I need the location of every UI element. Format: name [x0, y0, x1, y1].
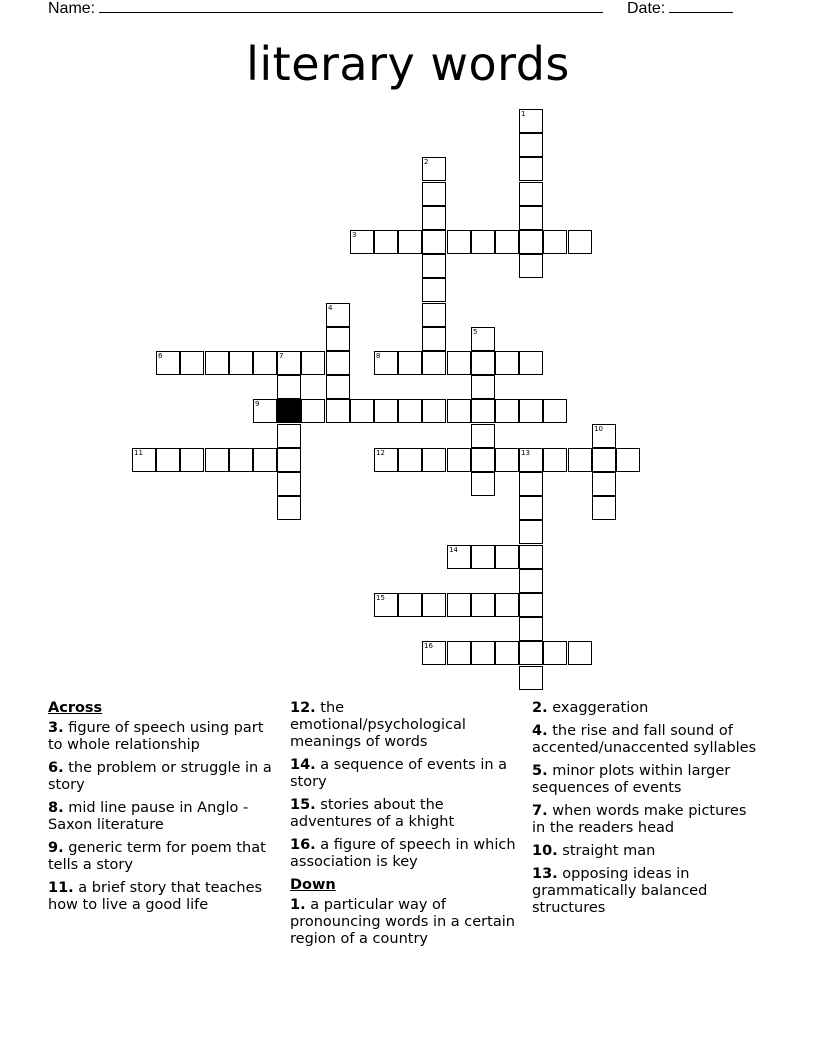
grid-cell[interactable] — [422, 182, 446, 206]
grid-cell[interactable] — [326, 351, 350, 375]
grid-cell[interactable] — [471, 351, 495, 375]
clue-number: 16. — [290, 837, 316, 853]
grid-cell[interactable] — [519, 666, 543, 690]
cell-number: 8 — [376, 352, 381, 360]
grid-cell[interactable] — [277, 424, 301, 448]
grid-cell[interactable] — [277, 472, 301, 496]
clue-across-9 — [48, 840, 276, 874]
grid-cell[interactable] — [277, 496, 301, 520]
clue-across-16 — [290, 837, 518, 871]
grid-cell[interactable] — [495, 593, 519, 617]
cell-number: 7 — [279, 352, 284, 360]
cell-number: 1 — [521, 110, 526, 118]
grid-cell[interactable] — [253, 448, 277, 472]
grid-cell[interactable] — [374, 230, 398, 254]
grid-cell[interactable] — [447, 230, 471, 254]
grid-cell[interactable] — [180, 448, 204, 472]
grid-cell[interactable] — [422, 254, 446, 278]
grid-cell[interactable] — [374, 593, 398, 617]
cell-number: 14 — [449, 546, 458, 554]
clue-text: mid line pause in Anglo - Saxon literature — [48, 800, 249, 833]
clue-number: 12. — [290, 700, 316, 716]
grid-cell[interactable] — [519, 182, 543, 206]
grid-cell[interactable] — [205, 351, 229, 375]
grid-cell[interactable] — [398, 593, 422, 617]
grid-cell[interactable] — [422, 399, 446, 423]
grid-cell[interactable] — [495, 448, 519, 472]
clue-across-12 — [290, 700, 518, 751]
grid-cell[interactable] — [495, 545, 519, 569]
grid-cell[interactable] — [471, 641, 495, 665]
clue-text: a figure of speech in which association is key — [290, 837, 516, 870]
page-title: literary words — [246, 37, 570, 91]
grid-cell[interactable] — [519, 399, 543, 423]
grid-cell[interactable] — [301, 351, 325, 375]
grid-cell[interactable] — [277, 375, 301, 399]
grid-cell[interactable] — [326, 399, 350, 423]
clue-text: stories about the adventures of a khight — [290, 797, 455, 830]
grid-cell[interactable] — [471, 327, 495, 351]
grid-cell[interactable] — [156, 351, 180, 375]
grid-cell[interactable] — [519, 230, 543, 254]
grid-cell[interactable] — [471, 545, 495, 569]
grid-cell[interactable] — [519, 157, 543, 181]
cell-number: 10 — [594, 425, 603, 433]
cell-number: 12 — [376, 449, 385, 457]
clue-across-14 — [290, 757, 518, 791]
grid-cell[interactable] — [422, 593, 446, 617]
grid-cell[interactable] — [495, 399, 519, 423]
grid-cell[interactable] — [277, 351, 301, 375]
grid-cell[interactable] — [326, 303, 350, 327]
grid-cell[interactable] — [519, 206, 543, 230]
grid-cell[interactable] — [422, 448, 446, 472]
grid-cell[interactable] — [253, 351, 277, 375]
grid-cell[interactable] — [543, 230, 567, 254]
grid-cell[interactable] — [301, 399, 325, 423]
grid-cell[interactable] — [422, 351, 446, 375]
grid-cell[interactable] — [616, 448, 640, 472]
clue-text: minor plots within larger sequences of events — [532, 763, 731, 796]
clue-number: 9. — [48, 840, 64, 856]
grid-cell[interactable] — [495, 641, 519, 665]
date-label: Date: — [627, 0, 666, 17]
clue-column-3 — [532, 700, 760, 923]
grid-cell[interactable] — [422, 327, 446, 351]
grid-cell[interactable] — [156, 448, 180, 472]
cell-number: 16 — [424, 642, 433, 650]
clue-text: generic term for poem that tells a story — [48, 840, 266, 873]
name-label: Name: — [48, 0, 96, 17]
grid-cell[interactable] — [374, 448, 398, 472]
clue-text: a sequence of events in a story — [290, 757, 508, 790]
clue-number: 15. — [290, 797, 316, 813]
grid-cell[interactable] — [398, 399, 422, 423]
grid-cell[interactable] — [519, 448, 543, 472]
clue-number: 8. — [48, 800, 64, 816]
grid-cell[interactable] — [422, 157, 446, 181]
grid-cell[interactable] — [471, 593, 495, 617]
grid-cell[interactable] — [519, 593, 543, 617]
clue-number: 3. — [48, 720, 64, 736]
grid-cell[interactable] — [519, 109, 543, 133]
down-heading: Down — [290, 877, 336, 893]
grid-cell[interactable] — [543, 399, 567, 423]
clue-across-11 — [48, 880, 276, 914]
grid-cell[interactable] — [180, 351, 204, 375]
grid-cell[interactable] — [422, 206, 446, 230]
grid-cell[interactable] — [495, 351, 519, 375]
grid-cell[interactable] — [350, 230, 374, 254]
clue-down-10 — [532, 843, 760, 860]
grid-cell[interactable] — [592, 448, 616, 472]
clue-across-3 — [48, 720, 276, 754]
grid-cell[interactable] — [568, 230, 592, 254]
grid-cell[interactable] — [326, 375, 350, 399]
grid-cell[interactable] — [519, 496, 543, 520]
grid-cell[interactable] — [471, 472, 495, 496]
clue-down-7 — [532, 803, 760, 837]
grid-cell[interactable] — [592, 424, 616, 448]
clue-number: 4. — [532, 723, 548, 739]
clue-text: straight man — [562, 843, 656, 859]
grid-cell[interactable] — [447, 448, 471, 472]
grid-cell[interactable] — [471, 230, 495, 254]
cell-number: 9 — [255, 400, 260, 408]
clue-number: 14. — [290, 757, 316, 773]
clue-across-15 — [290, 797, 518, 831]
cell-number: 15 — [376, 594, 385, 602]
clue-down-2 — [532, 700, 760, 717]
grid-cell[interactable] — [471, 399, 495, 423]
grid-cell[interactable] — [519, 133, 543, 157]
clue-number: 6. — [48, 760, 64, 776]
cell-number: 11 — [134, 449, 143, 457]
grid-cell[interactable] — [519, 520, 543, 544]
grid-cell[interactable] — [229, 351, 253, 375]
grid-cell[interactable] — [519, 472, 543, 496]
grid-cell[interactable] — [568, 448, 592, 472]
clue-text: exaggeration — [552, 700, 649, 716]
clue-text: a particular way of pronouncing words in a certain region of a country — [290, 897, 515, 947]
grid-cell[interactable] — [253, 399, 277, 423]
clue-column-1 — [48, 700, 276, 920]
clue-number: 1. — [290, 897, 306, 913]
grid-cell[interactable] — [350, 399, 374, 423]
clue-number: 13. — [532, 866, 558, 882]
grid-cell[interactable] — [519, 351, 543, 375]
grid-cell[interactable] — [447, 593, 471, 617]
clue-across-6 — [48, 760, 276, 794]
grid-cell[interactable] — [422, 278, 446, 302]
clue-number: 7. — [532, 803, 548, 819]
clue-column-2 — [290, 700, 518, 954]
clue-down-5 — [532, 763, 760, 797]
cell-number: 3 — [352, 231, 357, 239]
cell-number: 5 — [473, 328, 478, 336]
grid-cell[interactable] — [277, 448, 301, 472]
grid-cell[interactable] — [519, 545, 543, 569]
grid-cell[interactable] — [519, 254, 543, 278]
clue-number: 10. — [532, 843, 558, 859]
clue-text: the emotional/psychological meanings of words — [290, 700, 466, 750]
clue-across-8 — [48, 800, 276, 834]
grid-cell[interactable] — [447, 641, 471, 665]
grid-cell[interactable] — [205, 448, 229, 472]
clue-text: when words make pictures in the readers head — [532, 803, 747, 836]
grid-cell[interactable] — [374, 351, 398, 375]
clue-text: figure of speech using part to whole relationship — [48, 720, 264, 753]
grid-cell[interactable] — [398, 448, 422, 472]
across-heading: Across — [48, 700, 103, 716]
grid-cell[interactable] — [422, 230, 446, 254]
clue-number: 11. — [48, 880, 74, 896]
grid-cell[interactable] — [398, 351, 422, 375]
grid-cell[interactable] — [447, 351, 471, 375]
grid-cell[interactable] — [519, 641, 543, 665]
grid-cell[interactable] — [398, 230, 422, 254]
clue-down-4 — [532, 723, 760, 757]
clue-number: 5. — [532, 763, 548, 779]
clue-number: 2. — [532, 700, 548, 716]
grid-cell[interactable] — [592, 472, 616, 496]
grid-cell[interactable] — [422, 303, 446, 327]
grid-cell[interactable] — [229, 448, 253, 472]
grid-cell[interactable] — [374, 399, 398, 423]
grid-cell[interactable] — [495, 230, 519, 254]
clue-text: the rise and fall sound of accented/unaccented syllables — [532, 723, 757, 756]
grid-cell[interactable] — [471, 375, 495, 399]
cell-number: 4 — [328, 304, 333, 312]
clue-text: the problem or struggle in a story — [48, 760, 272, 793]
grid-cell[interactable] — [543, 448, 567, 472]
grid-cell[interactable] — [568, 641, 592, 665]
clue-text: a brief story that teaches how to live a good life — [48, 880, 263, 913]
grid-cell[interactable] — [422, 641, 446, 665]
grid-cell[interactable] — [447, 545, 471, 569]
grid-cell[interactable] — [519, 617, 543, 641]
grid-cell[interactable] — [326, 327, 350, 351]
clue-down-13 — [532, 866, 760, 917]
cell-number: 6 — [158, 352, 163, 360]
black-square — [277, 399, 301, 423]
grid-cell[interactable] — [592, 496, 616, 520]
grid-cell[interactable] — [447, 399, 471, 423]
grid-cell[interactable] — [519, 569, 543, 593]
cell-number: 13 — [521, 449, 530, 457]
grid-cell[interactable] — [471, 424, 495, 448]
cell-number: 2 — [424, 158, 429, 166]
clue-down-1 — [290, 897, 518, 948]
grid-cell[interactable] — [471, 448, 495, 472]
grid-cell[interactable] — [543, 641, 567, 665]
grid-cell[interactable] — [132, 448, 156, 472]
clue-text: opposing ideas in grammatically balanced structures — [532, 866, 708, 916]
